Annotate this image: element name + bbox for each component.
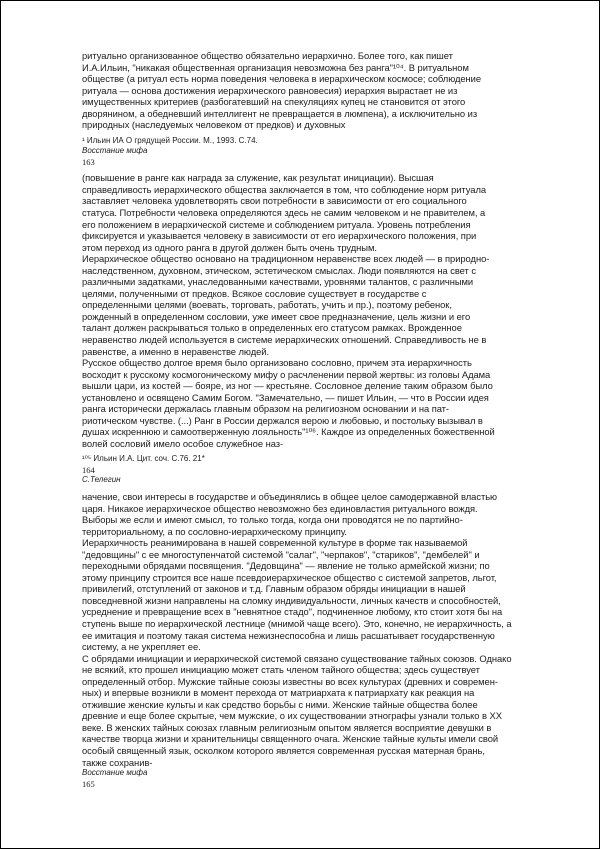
page165-running-head: Восстание мифа (82, 768, 148, 778)
text-column (82, 50, 587, 789)
page164-body-text: (повышение в ранге как награда за служение, как результат инициации). Высшая справедливость иерархического общества заключается в том, что соблюдение норм ритуала заставляет человека удовлетворять свои потребности в зависимости от его социального статуса. Потребности человека определяются здесь не самим человеком и не правителем, а его положением в иерархической системе и соблюдением ритуала. Уровень потребления фиксируется и указывается человеку в зависимости от его иерархического положения, при этом переход из одного ранга в другой должен быть очень трудным. Иерархическое общество основано на традиционном неравенстве всех людей — в природно- наследственном, духовном, этическом, эстетическом смыслах. Люди появляются на свет с различными задатками, унаследованными качествами, уровнями талантов, с различными целями, полученными от предков. Всякое сословие существует в государстве с определенными целями (воевать, торговать, работать, учить и пр.), поэтому ребенок, рожденный в определенном сословии, уже имеет свое предназначение, цель жизни и его талант должен раскрываться только в определенных его статусом рамках. Врожденное неравенство людей используется в системе иерархических отношений. Справедливость не в равенстве, а именно в неравенстве людей. Русское общество долгое время было организовано сословно, причем эта иерархичность восходит к русскому космогоническому мифу о расчленении первой жертвы: из головы Адама вышли цари, из костей — бояре, из ног — крестьяне. Сословное деление таким образом было установлено и освящено Самим Богом. "Замечательно, — пишет Ильин, — что в России идея ранга исторически держалась главным образом на религиозном основании и на пат- риотическом чувстве. (...) Ранг в России держался верою и любовью, и постольку вызывал в душах искреннюю и самоотверженную лояльность"¹⁰⁶. Каждое из определенных божественной волей сословий имело особое служебное наз- (82, 172, 495, 449)
page164-running-head: С.Телегин (82, 475, 121, 485)
page163-footnote: ¹ Ильин ИА О грядущей России. М., 1993. С.74. (82, 135, 258, 145)
page164-footnote: ¹⁰⁵ Ильин И.А. Цит. соч. С.76. 21* (82, 454, 205, 464)
page163-body-text: ритуально организованное общество обязательно иерархично. Более того, как пишет И.А.Ильин, "никакая общественная организация невозможна без ранга"¹⁰⁴. В ритуальном обществе (а ритуал есть норма поведения человека в иерархическом космосе; соблюдение ритуала — основа достижения иерархического равновесия) иерархия вырастает не из имущественных критериев (разбогатевший на спекуляциях купец не становится от этого дворянином, а обедневший интеллигент не превращается в люмпена), а исключительно из природных (наследуемых человеком от предков) и духовных (82, 50, 482, 131)
page165-body-text: начение, свои интересы в государстве и объединялись в общее целое самодержавной властью царя. Никакое иерархическое общество невозможно без единовластия ритуального вождя. Выборы же если и имеют смысл, то только тогда, когда они проводятся не по партийно- территориальному, а по сословно-иерархическому принципу. Иерархичность реанимирована в нашей современной культуре в форме так называемой "дедовщины" с ее многоступенчатой системой "салаг", "черпаков", "стариков", "дембелей" и переходными обрядами посвящения. "Дедовщина" — явление не только армейской жизни; по этому принципу строится все наше псевдоиерархическое общество с системой запретов, льгот, привилегий, отступлений от законов и т.д. Главным образом обряды инициации в нашей повседневной жизни направлены на сломку индивидуальности, личных качеств и способностей, усреднение и превращение всех в "невнятное стадо", подчиненное любому, кто стоит хотя бы на ступень выше по иерархической лестнице (мнимой чаще всего). Это, конечно, не иерархичность, а ее имитация и поэтому такая система нежизнеспособна и лишь расшатывает государственную систему, а не укрепляет ее. С обрядами инициации и иерархической системой связано существование тайных союзов. Однако не всякий, кто прошел инициацию может стать членом тайного общества; здесь существует определенный отбор. Мужские тайные союзы известны во всех культурах (древних и современ- ных) и впервые возникли в момент перехода от матриархата к патриархату как реакция на отжившие женские культы и как средство борьбы с ними. Женские тайные общества более древние и еще более скрытые, чем мужские, о их существовании этнографы узнали только в XX веке. В женских тайных союзах главным религиозным опытом является восприятие девушки в качестве творца жизни и хранительницы священного очага. Женские тайные культы имели свой особый священный язык, осколком которого является современная русская матерная брань, также сохранив- (82, 490, 512, 768)
page163-page-number: 163 (82, 156, 95, 167)
page163-running-head: Восстание мифа (82, 146, 148, 156)
page165-page-number: 165 (82, 778, 95, 789)
page164-page-number: 164 (82, 464, 95, 475)
